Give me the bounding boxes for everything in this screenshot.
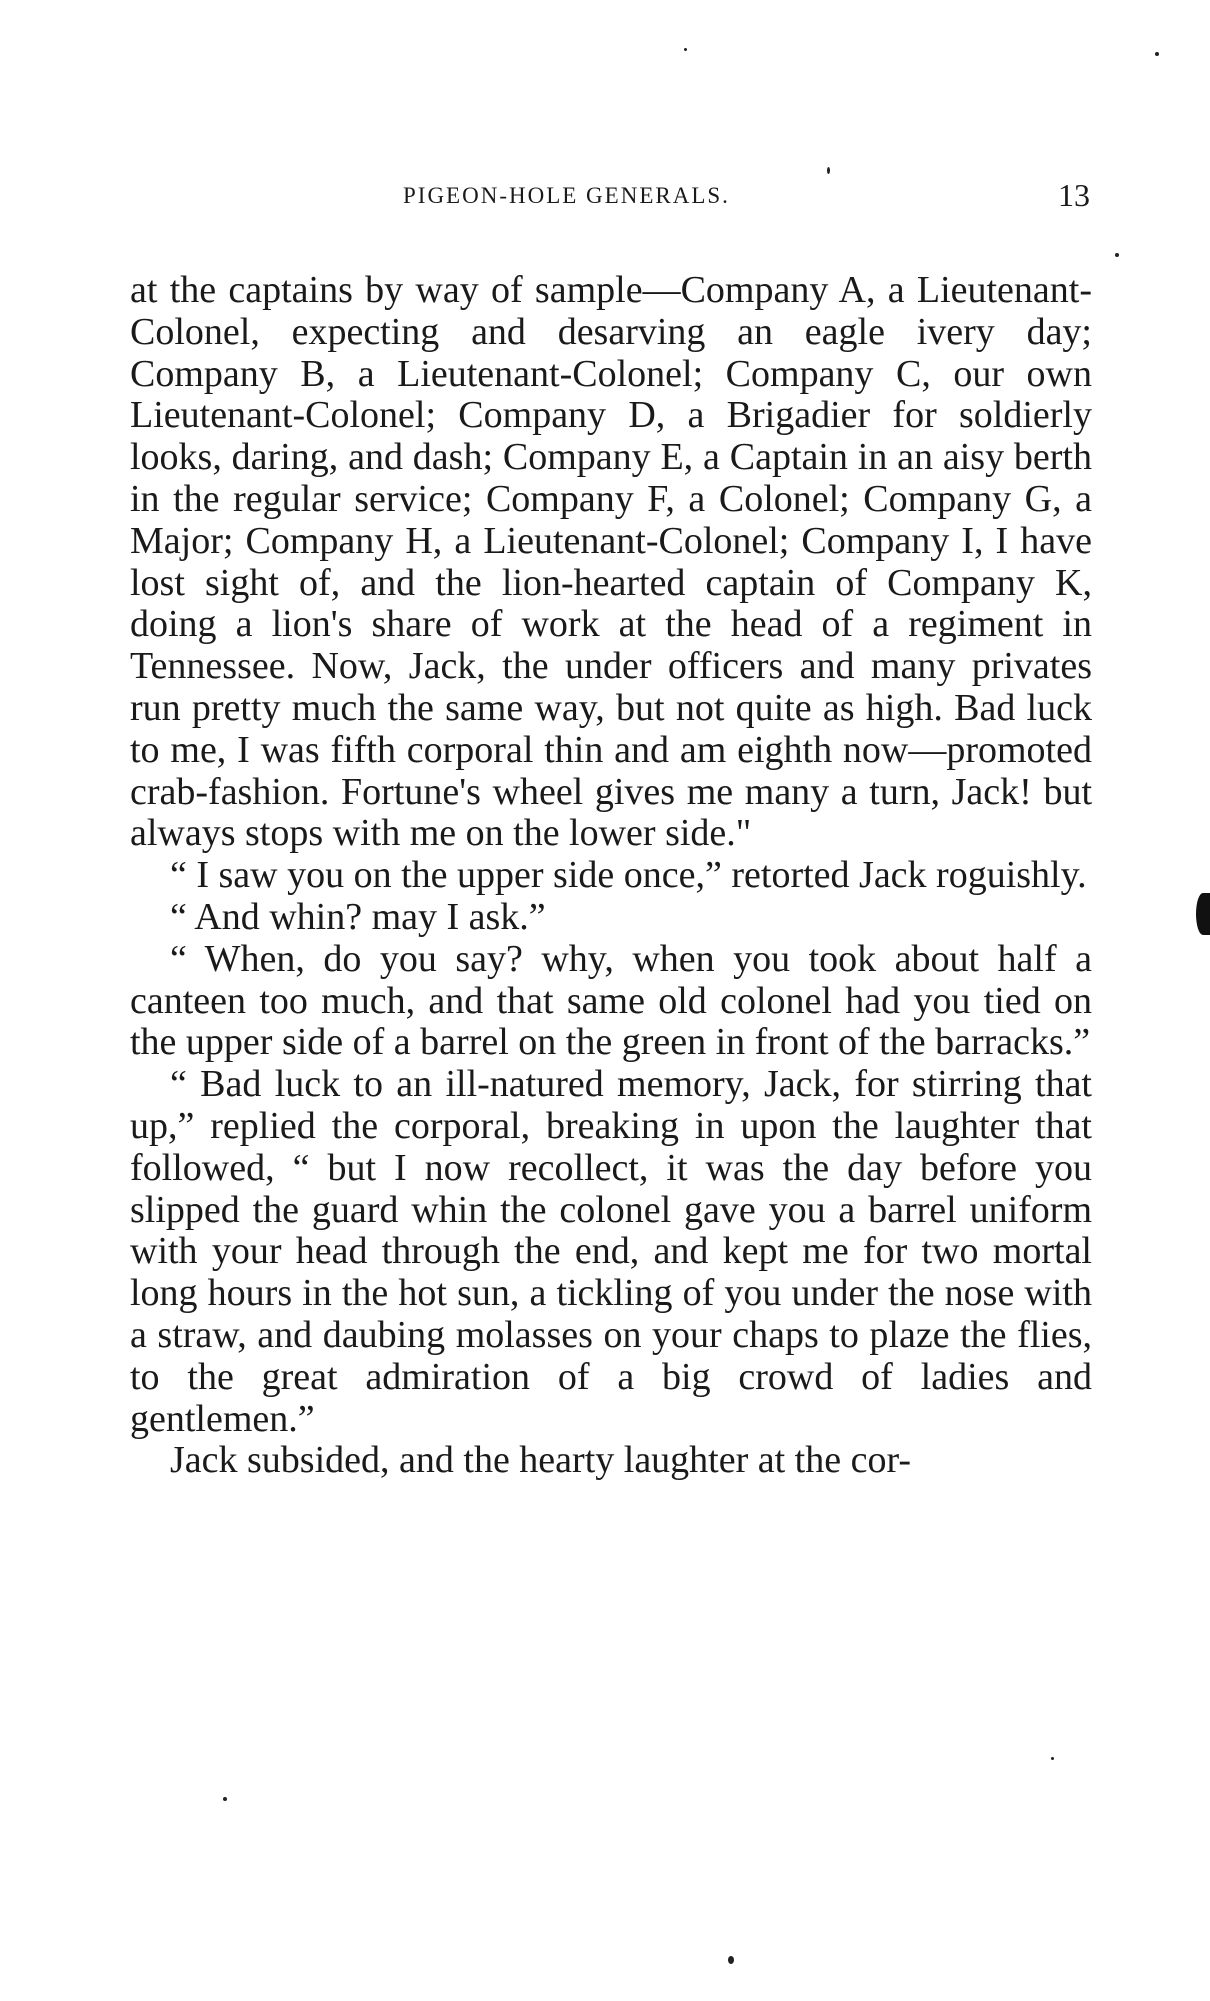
scan-speck: [827, 167, 830, 174]
paragraph-3: “ And whin? may I ask.”: [170, 895, 546, 938]
scan-speck: [1115, 253, 1119, 257]
paragraph-5: “ Bad luck to an ill-natured memory, Jack, for stirring that up,” replied the corporal, breaking in upon the laughter that followed, “ but I now recollect, it was the day before you slipped the guard whin the colonel gave you a barrel uniform with your head through the end, and kept me for two mortal long hours in the hot sun, a tickling of you under the nose with a straw, and daubing molasses on your chaps to plaze the flies, to the great admiration of a big crowd of ladies and gentlemen.”: [130, 1063, 1092, 1440]
paragraph-2: “ I saw you on the upper side once,” retorted Jack roguishly.: [170, 854, 1087, 897]
page-number: 13: [1058, 177, 1090, 213]
paragraph-1: at the captains by way of sample—Company A, a Lieutenant-Colonel, expecting and desarving an eagle ivery day; Company B, a Lieutenant-Colonel; Company C, our own Lieutenant-Colonel; Company D, a Brigadier for soldierly looks, daring, and dash; Company E, a Captain in an aisy berth in the regular service; Company F, a Colonel; Company G, a Major; Company H, a Lieutenant-Colonel; Company I, I have lost sight of, and the lion-hearted captain of Company K, doing a lion's share of work at the head of a regiment in Tennessee. Now, Jack, the under officers and many privates run pretty much the same way, but not quite as high. Bad luck to me, I was fifth corporal thin and am eighth now—promoted crab-fashion. Fortune's wheel gives me many a turn, Jack! but always stops with me on the lower side.": [130, 269, 1092, 855]
running-title: PIGEON-HOLE GENERALS.: [403, 183, 730, 208]
body-text: [130, 270, 1092, 1482]
edge-mark: [1196, 893, 1210, 935]
scan-speck: [1155, 52, 1159, 56]
paragraph-4: “ When, do you say? why, when you took about half a canteen too much, and that same old colonel had you tied on the upper side of a barrel on the green in front of the barracks.”: [130, 937, 1092, 1064]
scan-speck: [728, 1956, 734, 1964]
scan-speck: [223, 1797, 227, 1801]
scan-speck: [1051, 1757, 1054, 1760]
page-header: [130, 177, 1090, 223]
paragraph-6: Jack subsided, and the hearty laughter at the cor-: [170, 1439, 912, 1482]
scan-speck: [684, 48, 687, 51]
